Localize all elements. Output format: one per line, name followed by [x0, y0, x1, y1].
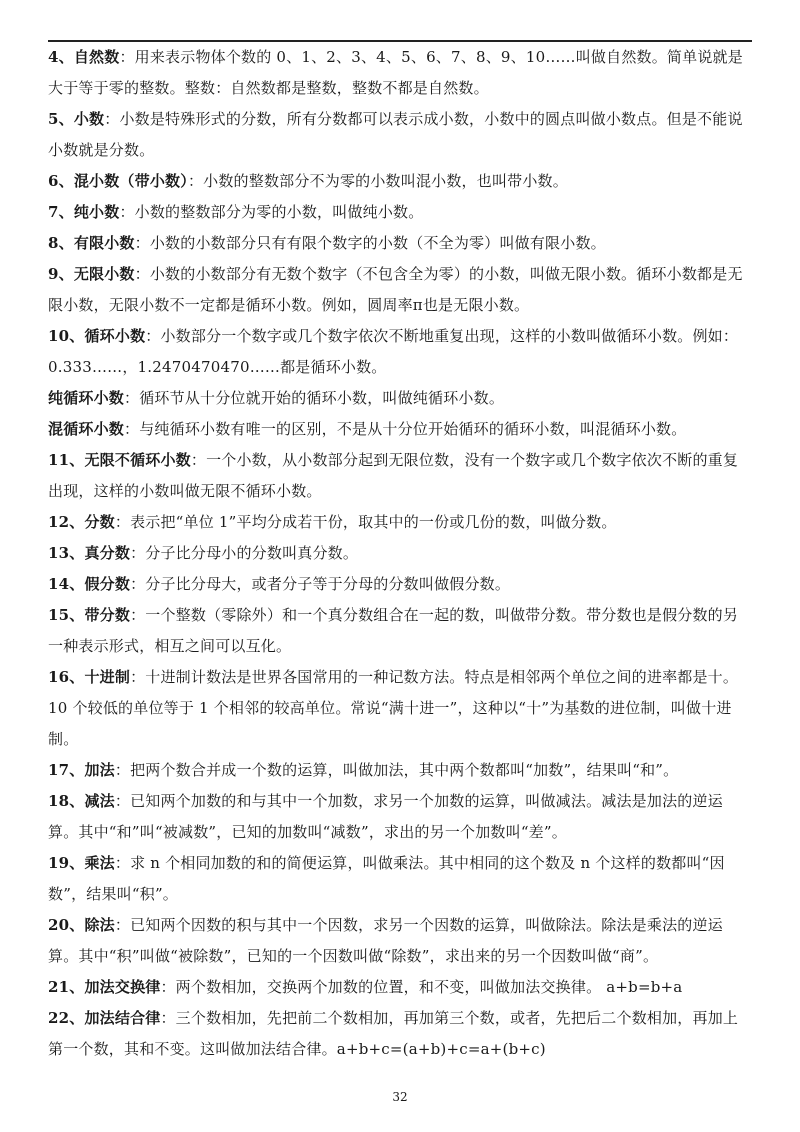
definition-entry	[48, 259, 752, 321]
entry-text: ：已知两个加数的和与其中一个加数，求另一个加数的运算，叫做减法。减法是加法的逆运算。其中“和”叫“被减数”，已知的加数叫“减数”，求出的另一个加数叫“差”。	[48, 792, 723, 841]
entry-term: 8、有限小数	[48, 234, 135, 252]
definition-entry	[48, 569, 752, 600]
entry-term: 11、无限不循环小数	[48, 451, 191, 469]
entry-text: ：小数部分一个数字或几个数字依次不断地重复出现，这样的小数叫做循环小数。例如：0.333……，1.2470470470……都是循环小数。	[48, 327, 739, 376]
entry-text: ：小数的整数部分不为零的小数叫混小数，也叫带小数。	[187, 172, 568, 190]
entry-text: ：三个数相加，先把前二个数相加，再加第三个数，或者，先把后二个数相加，再加上第一个数，其和不变。这叫做加法结合律。a+b+c=(a+b)+c=a+(b+c)	[48, 1009, 739, 1058]
definition-entry	[48, 228, 752, 259]
definition-entry	[48, 755, 752, 786]
entry-term: 纯循环小数	[48, 389, 125, 407]
entry-text: ：循环节从十分位就开始的循环小数，叫做纯循环小数。	[124, 389, 505, 407]
definition-entry	[48, 1003, 752, 1065]
definition-entry	[48, 166, 752, 197]
entry-text: ：用来表示物体个数的 0、1、2、3、4、5、6、7、8、9、10……叫做自然数。简单说就是大于等于零的整数。整数：自然数都是整数，整数不都是自然数。	[48, 48, 743, 97]
entry-term: 19、乘法	[48, 854, 115, 872]
document-body	[48, 42, 752, 1065]
definition-entry	[48, 600, 752, 662]
entry-term: 6、混小数（带小数）	[48, 172, 188, 190]
definition-entry	[48, 662, 752, 755]
entry-text: ：十进制计数法是世界各国常用的一种记数方法。特点是相邻两个单位之间的进率都是十。10 个较低的单位等于 1 个相邻的较高单位。常说“满十进一”，这种以“十”为基数的进位制，叫做十进制。	[48, 668, 739, 748]
entry-text: ：小数是特殊形式的分数，所有分数都可以表示成小数，小数中的圆点叫做小数点。但是不能说小数就是分数。	[48, 110, 743, 159]
entry-text: ：表示把“单位 1”平均分成若干份，取其中的一份或几份的数，叫做分数。	[114, 513, 617, 531]
page-number: 32	[392, 1090, 408, 1104]
entry-text: ：小数的小数部分有无数个数字（不包含全为零）的小数，叫做无限小数。循环小数都是无限小数，无限小数不一定都是循环小数。例如，圆周率π也是无限小数。	[48, 265, 743, 314]
entry-text: ：分子比分母小的分数叫真分数。	[130, 544, 359, 562]
entry-term: 7、纯小数	[48, 203, 120, 221]
definition-entry	[48, 414, 752, 445]
entry-term: 18、减法	[48, 792, 115, 810]
definition-entry	[48, 42, 752, 104]
entry-text: ：与纯循环小数有唯一的区别，不是从十分位开始循环的循环小数，叫混循环小数。	[124, 420, 687, 438]
entry-term: 20、除法	[48, 916, 115, 934]
entry-text: ：求 n 个相同加数的和的简便运算，叫做乘法。其中相同的这个数及 n 个这样的数都叫“因数”，结果叫“积”。	[48, 854, 725, 903]
definition-entry	[48, 910, 752, 972]
entry-text: ：小数的整数部分为零的小数，叫做纯小数。	[119, 203, 424, 221]
entry-term: 4、自然数	[48, 48, 120, 66]
entry-term: 12、分数	[48, 513, 115, 531]
entry-text: ：一个整数（零除外）和一个真分数组合在一起的数，叫做带分数。带分数也是假分数的另一种表示形式，相互之间可以互化。	[48, 606, 739, 655]
definition-entry	[48, 786, 752, 848]
entry-term: 5、小数	[48, 110, 105, 128]
definition-entry	[48, 383, 752, 414]
entry-term: 10、循环小数	[48, 327, 146, 345]
definition-entry	[48, 507, 752, 538]
entry-term: 混循环小数	[48, 420, 125, 438]
entry-term: 13、真分数	[48, 544, 131, 562]
definition-entry	[48, 104, 752, 166]
definition-entry	[48, 972, 752, 1003]
definition-entry	[48, 538, 752, 569]
entry-term: 15、带分数	[48, 606, 131, 624]
entry-text: ：已知两个因数的积与其中一个因数，求另一个因数的运算，叫做除法。除法是乘法的逆运算。其中“积”叫做“被除数”，已知的一个因数叫做“除数”，求出来的另一个因数叫做“商”。	[48, 916, 723, 965]
definition-entry	[48, 445, 752, 507]
entry-term: 9、无限小数	[48, 265, 135, 283]
entry-text: ：两个数相加，交换两个加数的位置，和不变，叫做加法交换律。 a+b=b+a	[160, 978, 683, 996]
entry-term: 21、加法交换律	[48, 978, 161, 996]
entry-term: 16、十进制	[48, 668, 131, 686]
entry-text: ：分子比分母大，或者分子等于分母的分数叫做假分数。	[130, 575, 511, 593]
entry-term: 17、加法	[48, 761, 115, 779]
entry-text: ：把两个数合并成一个数的运算，叫做加法，其中两个数都叫“加数”，结果叫“和”。	[114, 761, 679, 779]
definition-entry	[48, 848, 752, 910]
entry-text: ：一个小数，从小数部分起到无限位数，没有一个数字或几个数字依次不断的重复出现，这样的小数叫做无限不循环小数。	[48, 451, 739, 500]
entry-term: 22、加法结合律	[48, 1009, 161, 1027]
entry-term: 14、假分数	[48, 575, 131, 593]
definition-entry	[48, 197, 752, 228]
definition-entry	[48, 321, 752, 383]
entry-text: ：小数的小数部分只有有限个数字的小数（不全为零）叫做有限小数。	[134, 234, 606, 252]
